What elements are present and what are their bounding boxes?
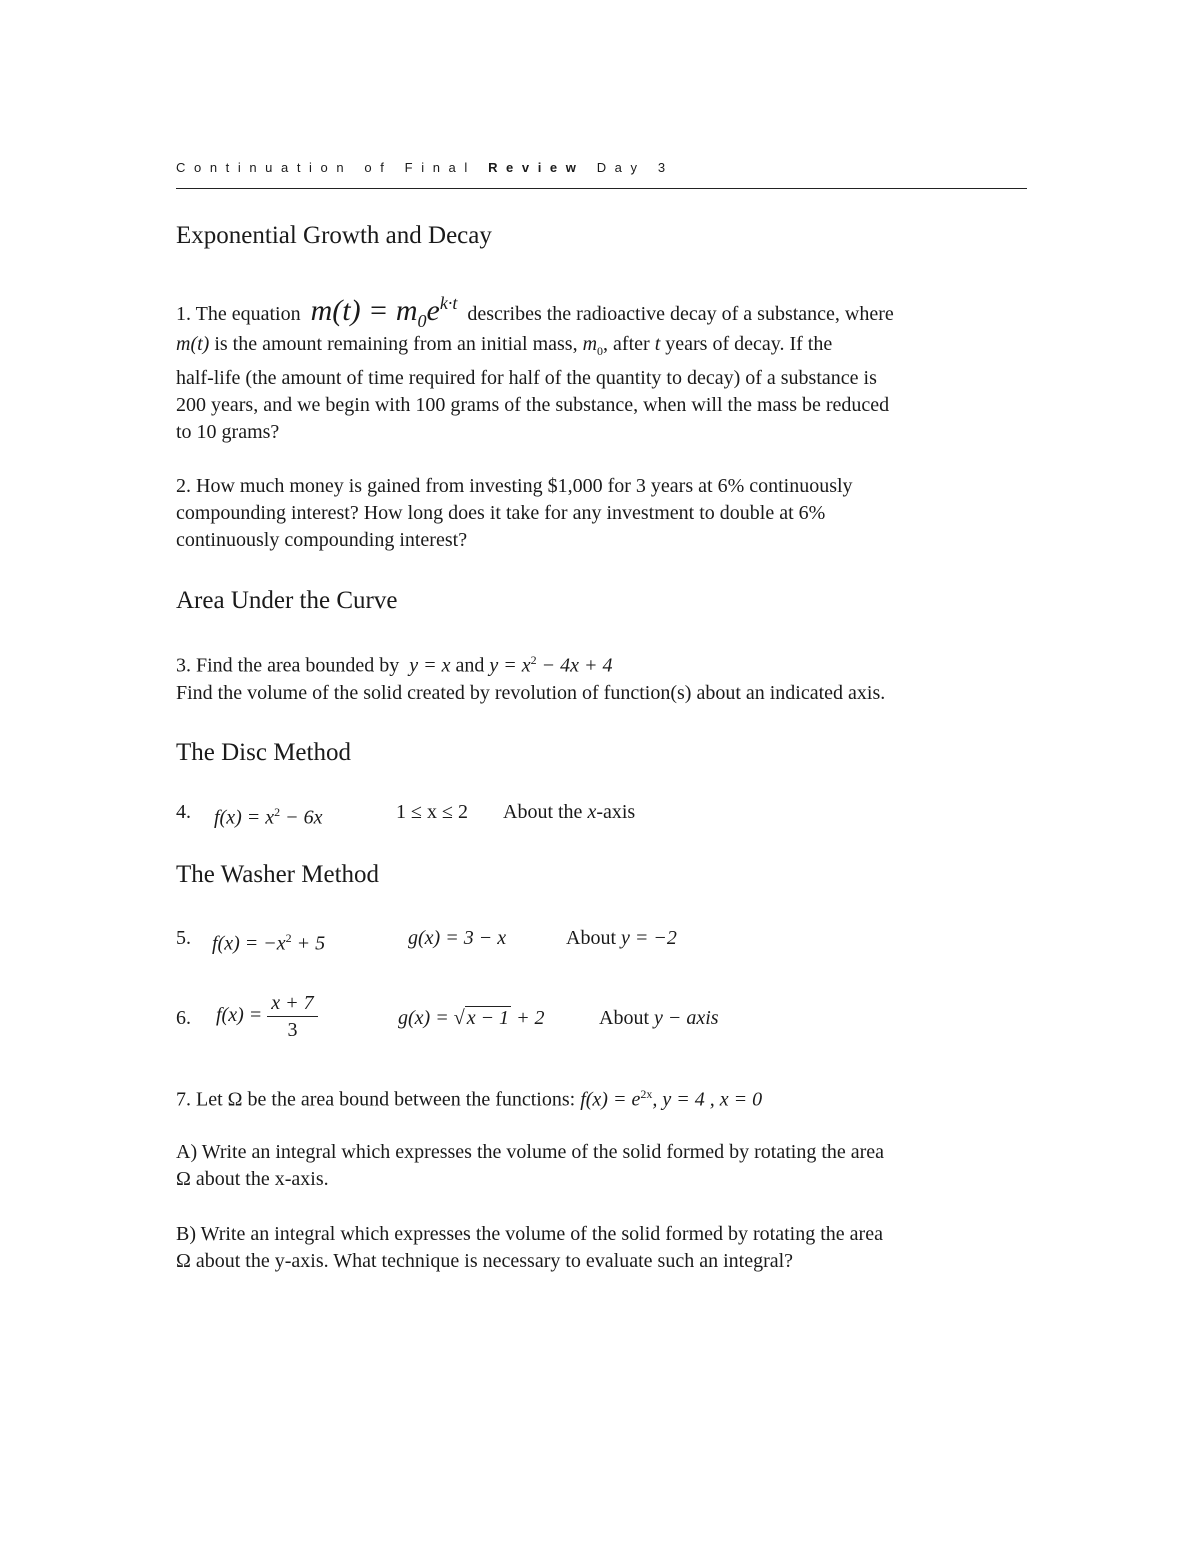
q7-a-line1: A) Write an integral which expresses the volume of the solid formed by rotating the area [176,1141,885,1163]
q4-axis: About the x-axis [503,801,636,823]
omega-symbol: Ω [227,1088,243,1111]
header-part1: Continuation of Final [176,160,476,175]
q2-line1: 2. How much money is gained from investing $1,000 for 3 years at 6% continuously [176,475,853,497]
q5-axis: About y = −2 [566,927,677,949]
q3-line2: Find the volume of the solid created by revolution of function(s) about an indicated axis. [176,682,886,704]
section-title-washer: The Washer Method [176,861,380,888]
section-title-area: Area Under the Curve [176,587,398,614]
q5-number: 5. [176,927,191,949]
q1-line3: half-life (the amount of time required for half of the quantity to decay) of a substance is [176,367,877,389]
decay-formula: $m(t) = m_0e^{k\cdot t}$ [310,293,458,331]
page-header [176,160,674,175]
q4-function: $f(x) = x^2 - 6x$ [214,805,323,829]
q5-f-function: $f(x) = -x^2 + 5$ [212,931,326,955]
header-rule [176,188,1027,189]
q7-b-line1: B) Write an integral which expresses the volume of the solid formed by rotating the area [176,1223,883,1245]
q1-line5: to 10 grams? [176,421,280,443]
sqrt-symbol: √ [453,1007,465,1029]
q5-g-function: g(x) = 3 − x [408,927,507,949]
q6-f-function: f(x) = $\frac{x + 7}{3}$ [216,990,318,1043]
q1-line4: 200 years, and we begin with 100 grams of the substance, when will the mass be reduced [176,394,890,416]
q6-g-function: g(x) = √ x − 1 + 2 [398,1007,545,1029]
q3-line1: 3. Find the area bounded by y = x and $y = x^2 - 4x + 4$ [176,653,613,677]
section-title-disc: The Disc Method [176,739,351,766]
section-title-exponential: Exponential Growth and Decay [176,222,492,249]
header-part3: Day 3 [596,160,674,175]
header-part2: Review [488,160,585,175]
q4-bounds: 1 ≤ x ≤ 2 [396,801,468,823]
q7-b-line2: Ω about the y-axis. What technique is necessary to evaluate such an integral? [176,1250,794,1272]
q2-line3: continuously compounding interest? [176,529,468,551]
q2-line2: compounding interest? How long does it take for any investment to double at 6% [176,502,826,524]
q6-axis: About y − axis [599,1007,719,1029]
q4-number: 4. [176,801,191,823]
q7-line1: 7. Let Ω be the area bound between the functions: $f(x) = e^{2x}$, y = 4 , x = 0 [176,1087,763,1111]
q6-number: 6. [176,1007,191,1029]
q1-line1: 1. The equation $m(t) = m_0e^{k\cdot t}$ describes the radioactive decay of a substance, where [176,293,894,331]
q7-a-line2: Ω about the x-axis. [176,1168,329,1190]
q6-fraction: $\frac{x + 7}{3}$ [267,990,317,1043]
q1-line2: m(t) is the amount remaining from an initial mass, $m_0$, after t years of decay. If the [176,333,833,358]
